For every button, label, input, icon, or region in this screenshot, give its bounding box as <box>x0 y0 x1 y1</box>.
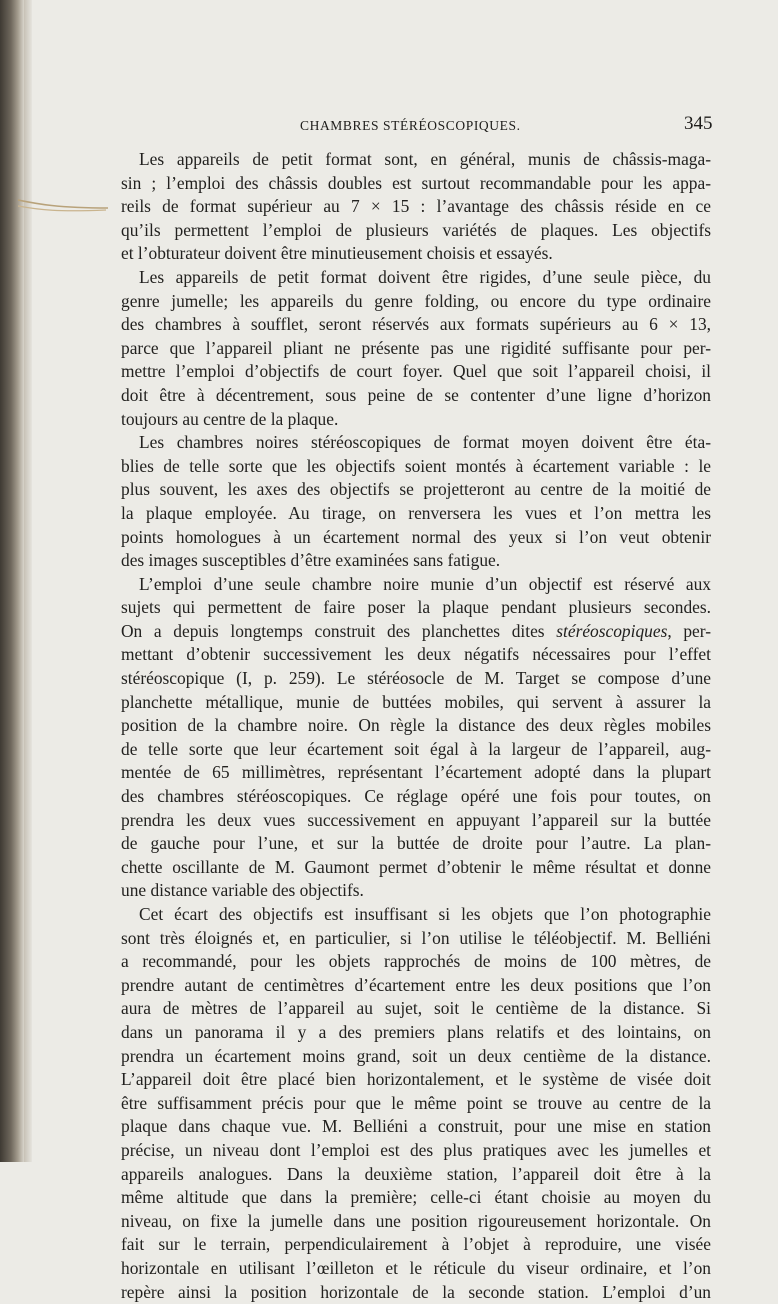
text-line <box>121 1233 711 1257</box>
text-line-content: stéréoscopique (I, p. 259). Le stéréosocle de M. Target se compose d’une <box>121 668 711 688</box>
text-line-content: L’appareil doit être placé bien horizontalement, et le système de visée doit <box>121 1069 711 1089</box>
page-header <box>0 113 778 137</box>
text-line-content: des images susceptibles d’être examinées sans fatigue. <box>121 550 500 570</box>
text-line <box>121 502 711 526</box>
text-line <box>121 714 711 738</box>
text-line-content: de gauche pour l’une, et sur la buttée de droite pour l’autre. La plan- <box>121 833 711 853</box>
text-line-content: appareils analogues. Dans la deuxième station, l’appareil doit être à la <box>121 1164 711 1184</box>
text-line-content: sujets qui permettent de faire poser la plaque pendant plusieurs secondes. <box>121 597 711 617</box>
text-line <box>121 266 711 290</box>
text-line <box>121 596 711 620</box>
text-line-content: plaque dans chaque vue. M. Belliéni a construit, pour une mise en station <box>121 1116 711 1136</box>
text-line <box>121 455 711 479</box>
text-line <box>121 384 711 408</box>
italic-term: stéréoscopiques <box>556 621 667 641</box>
text-line <box>121 1281 711 1304</box>
text-line-content: a recommandé, pour les objets rapprochés de moins de 100 mètres, de <box>121 951 711 971</box>
text-line-content: horizontale en utilisant l’œilleton et le réticule du viseur ordinaire, et l’on <box>121 1258 711 1278</box>
text-line-content: mentée de 65 millimètres, représentant l’écartement adopté dans la plupart <box>121 762 711 782</box>
text-line-content: mettre l’emploi d’objectifs de court foyer. Quel que soit l’appareil choisi, il <box>121 361 711 381</box>
text-line <box>121 290 711 314</box>
text-line <box>121 242 711 266</box>
page-number: 345 <box>684 113 713 135</box>
text-line-content: On a depuis longtemps construit des planchettes dites <box>121 621 556 641</box>
text-line-content: points homologues à un écartement normal des yeux si l’on veut obtenir <box>121 527 711 547</box>
text-line-content: genre jumelle; les appareils du genre folding, ou encore du type ordinaire <box>121 291 711 311</box>
text-line-content: L’emploi d’une seule chambre noire munie d’un objectif est réservé aux <box>139 574 711 594</box>
text-line <box>121 761 711 785</box>
text-line-content: repère ainsi la position horizontale de la seconde station. L’emploi d’un <box>121 1282 711 1302</box>
text-line-content: et l’obturateur doivent être minutieusement choisis et essayés. <box>121 243 553 263</box>
text-line <box>121 643 711 667</box>
text-line-content: des chambres à soufflet, seront réservés aux formats supérieurs au 6 × 13, <box>121 314 711 334</box>
text-line <box>121 1092 711 1116</box>
text-line <box>121 360 711 384</box>
text-line-content: toujours au centre de la plaque. <box>121 409 338 429</box>
text-line <box>121 738 711 762</box>
binding-thread <box>18 196 110 218</box>
text-line <box>121 1210 711 1234</box>
text-line <box>121 526 711 550</box>
text-line-content: position de la chambre noire. On règle la distance des deux règles mobiles <box>121 715 711 735</box>
text-line <box>121 172 711 196</box>
text-line-content: Les appareils de petit format doivent être rigides, d’une seule pièce, du <box>139 267 711 287</box>
text-line-content: prendra les deux vues successivement en appuyant l’appareil sur la buttée <box>121 810 711 830</box>
text-line <box>121 997 711 1021</box>
text-line-content: dans un panorama il y a des premiers plans relatifs et des lointains, on <box>121 1022 711 1042</box>
text-line <box>121 478 711 502</box>
book-binding <box>0 0 24 1162</box>
text-line-content: des chambres stéréoscopiques. Ce réglage opéré une fois pour toutes, on <box>121 786 711 806</box>
text-line <box>121 431 711 455</box>
text-line <box>121 1045 711 1069</box>
text-line <box>121 879 711 903</box>
text-line-content: la plaque employée. Au tirage, on renversera les vues et l’on mettra les <box>121 503 711 523</box>
text-line <box>121 1163 711 1187</box>
text-line-content: reils de format supérieur au 7 × 15 : l’avantage des châssis réside en ce <box>121 196 711 216</box>
text-line-content: même altitude que dans la première; celle-ci étant choisie au moyen du <box>121 1187 711 1207</box>
text-line-content: Les chambres noires stéréoscopiques de format moyen doivent être éta- <box>139 432 711 452</box>
text-line-content: mettant d’obtenir successivement les deux négatifs nécessaires pour l’effet <box>121 644 711 664</box>
running-title: CHAMBRES STÉRÉOSCOPIQUES. <box>300 118 521 134</box>
text-line <box>121 950 711 974</box>
text-line-content: niveau, on fixe la jumelle dans une position rigoureusement horizontale. On <box>121 1211 711 1231</box>
text-line-content: qu’ils permettent l’emploi de plusieurs variétés de plaques. Les objectifs <box>121 220 711 240</box>
text-line-content: blies de telle sorte que les objectifs soient montés à écartement variable : le <box>121 456 711 476</box>
text-line <box>121 620 711 644</box>
text-line-content: fait sur le terrain, perpendiculairement à l’objet à reproduire, une visée <box>121 1234 711 1254</box>
text-line <box>121 219 711 243</box>
text-line-content: Cet écart des objectifs est insuffisant si les objets que l’on photographie <box>139 904 711 924</box>
text-line-content: précise, un niveau dont l’emploi est des plus pratiques avec les jumelles et <box>121 1140 711 1160</box>
text-line-content: planchette métallique, munie de buttées mobiles, qui servent à assurer la <box>121 692 711 712</box>
text-line-content: prendra un écartement moins grand, soit un deux centième de la distance. <box>121 1046 711 1066</box>
text-line-content: doit être à décentrement, sous peine de se contenter d’une ligne d’horizon <box>121 385 711 405</box>
text-line-content: sin ; l’emploi des châssis doubles est surtout recommandable pour les appa- <box>121 173 711 193</box>
text-line <box>121 573 711 597</box>
body-text <box>121 148 711 1304</box>
text-line-content: une distance variable des objectifs. <box>121 880 364 900</box>
text-line-content: prendre autant de centimètres d’écartement entre les deux positions que l’on <box>121 975 711 995</box>
text-line <box>121 691 711 715</box>
text-line <box>121 856 711 880</box>
text-line-content: de telle sorte que leur écartement soit égal à la largeur de l’appareil, aug- <box>121 739 711 759</box>
page-edge-shadow <box>24 0 32 1162</box>
text-line <box>121 667 711 691</box>
text-line <box>121 1021 711 1045</box>
text-line <box>121 195 711 219</box>
text-line <box>121 1257 711 1281</box>
text-line <box>121 927 711 951</box>
text-line <box>121 408 711 432</box>
text-line <box>121 1068 711 1092</box>
text-line <box>121 549 711 573</box>
text-line <box>121 785 711 809</box>
text-line <box>121 313 711 337</box>
text-line <box>121 832 711 856</box>
text-line-content: sont très éloignés et, en particulier, si l’on utilise le téléobjectif. M. Belliéni <box>121 928 711 948</box>
text-line-content: chette oscillante de M. Gaumont permet d’obtenir le même résultat et donne <box>121 857 711 877</box>
text-line <box>121 1115 711 1139</box>
text-line <box>121 1139 711 1163</box>
text-line <box>121 974 711 998</box>
text-line <box>121 148 711 172</box>
text-line-content: aura de mètres de l’appareil au sujet, soit le centième de la distance. Si <box>121 998 711 1018</box>
text-line <box>121 337 711 361</box>
text-line-content: parce que l’appareil pliant ne présente pas une rigidité suffisante pour per- <box>121 338 711 358</box>
text-line-content: plus souvent, les axes des objectifs se projetteront au centre de la moitié de <box>121 479 711 499</box>
text-line-content: Les appareils de petit format sont, en général, munis de châssis-maga- <box>139 149 711 169</box>
text-line-content: être suffisamment précis pour que le même point se trouve au centre de la <box>121 1093 711 1113</box>
text-line <box>121 1186 711 1210</box>
text-line <box>121 809 711 833</box>
text-line-tail: , per- <box>667 621 711 641</box>
text-line <box>121 903 711 927</box>
